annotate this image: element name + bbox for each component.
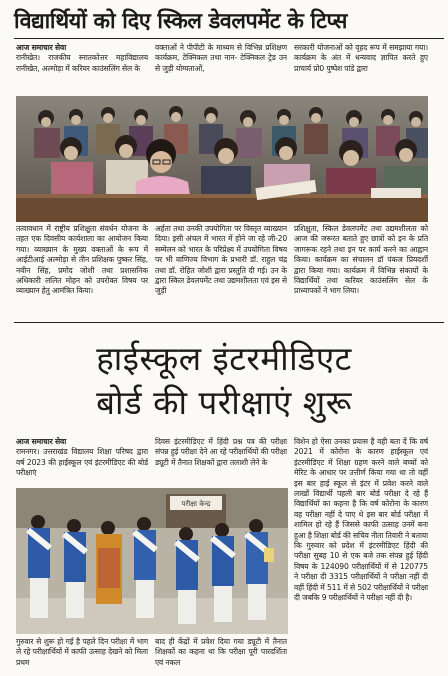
story1-bottom-col1-text: तत्वावधान में राष्ट्रीय प्रशिक्षुता संवर्धन योजना के तहत एक दिवसीय कार्यशाला का आयोजन किया गया। व्याख्यान के मुख्य वक्ताओं के रूप में आईटीआई अल्मोड़ा से तीन प्रशिक्षक पुष्कर सिंह, नवीन सिंह, प्रमोद जोशी तथा प्रशासनिक अधिकारी ललित मोहन को उपरोक्त विषय पर व्याख्यान हेतु आमंत्रित किया। [16, 224, 148, 296]
story1-top-col-2 [155, 43, 287, 95]
story2-col-2-bottom [155, 637, 287, 673]
story2-col2-top-text: दिवस इंटरमीडिएट में हिंदी प्रश्न पत्र की परीक्षा संपन्न हुई परीक्षा देने आ रहे परीक्षार्थियों की परीक्षा ड्यूटी में तैनात शिक्षकों द्वारा तलाशी लेने के [155, 437, 287, 467]
story2-col2-bottom-text: बाद ही केंद्रों में प्रवेश दिया गया ड्यूटी में तैनात शिक्षकों का कहना था कि परीक्षा पूरी पारदर्शिता एवं नकल [155, 637, 287, 667]
story1-top-col-1 [16, 43, 148, 95]
story1-bottom-col2-text: अर्हता तथा उनकी उपयोगिता पर विस्तृत व्याख्यान दिया। इसी अंचल में भारत में होने जा रहे जी-20 सम्मेलन को भारत के परिप्रेक्ष्य में उपयोगिता विषय पर भी वाणिज्य विभाग के प्रभारी डॉ. राहुल चंद्र तथा डॉ. रोहित जोशी द्वारा प्रस्तुति दी गई। उन के द्वारा स्किल डेवलपमेंट तथा उद्यमशीलता एवं इस से जुड़ी [155, 224, 287, 296]
left-gutter-strip-2 [0, 430, 12, 670]
story2-col1-bottom-text: गुरुवार से शुरू हो गई है पहले दिन परीक्षा में भाग ले रहे परीक्षार्थियों में काफी उत्साह देखने को मिला प्रथम [16, 637, 148, 667]
story2-headline-line2: बोर्ड की परीक्षाएं शुरू [96, 383, 352, 422]
left-gutter-strip [0, 44, 12, 294]
story1-top-col2-text: वक्ताओं ने पीपीटी के माध्यम से विभिन्न प्रशिक्षण कार्यक्रम, टेक्निकल तथा नान- टेक्निकल ट्रेड उन से जुड़ी योग्यताओं, [155, 43, 287, 73]
story2-col3-text: विशेन हो ऐसा उनका प्रयास है वही बता दें कि वर्ष 2021 में कोरोना के कारण हाईस्कूल एवं इंटरमीडिएट में शिक्षा ग्रहण करने वाले बच्चों को मेरिट के आधार पर उत्तीर्ण किया गया था तो वहीं इस बार हाई स्कूल से इंटर में प्रवेश करने वाले लाखों विद्यार्थी पहली बार बोर्ड परीक्षा दे रहे हैं विद्यार्थियों का कहना है कि वर्ष कोरोना के कारण वह परीक्षा नहीं दे पाए थे इस बार बोर्ड परीक्षा में शामिल हो रहे हैं जिससे काफी उत्साह उनमें बना हुआ है शिक्षा बोर्ड की सचिव नीता तिवारी ने बताया कि गुरुवार को प्रदेश में इंटरमीडिएट हिंदी की परीक्षा सुबह 10 से एक बजे तक संपन्न हुई हिंदी विषय के 124090 परीक्षार्थियों में से 120775 ने परीक्षा दी 3315 परीक्षार्थियों ने परीक्षा नहीं दी वहीं हिंदी में 511 में से 502 परीक्षार्थियों ने परीक्षा दी जबकि 9 परीक्षार्थियों ने परीक्षा नहीं दी है। [294, 437, 428, 603]
story1-byline: आज समाचार सेवा [16, 43, 67, 52]
story2-col-1-bottom [16, 637, 148, 673]
story2-byline: आज समाचार सेवा [16, 437, 67, 446]
story1-bottom-col-1 [16, 224, 148, 317]
story1-top-col-3 [294, 43, 428, 95]
story1-bottom-col-2 [155, 224, 287, 317]
story2-col1-top-text: रामनगर। उत्तराखंड विद्यालय शिक्षा परिषद द्वारा वर्ष 2023 की हाईस्कूल एवं इंटरमीडिएट की बोर्ड परीक्षाएं [16, 447, 148, 478]
exam-centre-sign: परीक्षा केन्द्र [181, 500, 211, 508]
story1-bottom-col-3 [294, 224, 428, 317]
classroom-photo [16, 96, 428, 222]
story1-bottom-col3-text: प्रशिक्षुता, स्किल डेवलपमेंट तथा उद्यमशीलता को आज की जरूरत बताते हुए छात्रों को इन के प्रति जागरूक रहने तथा इन पर कार्य करने का आह्वान किया। कार्यक्रम का संचालन डॉ पंकज प्रियदर्शी द्वारा किया गया। कार्यक्रम में विभिन्न संकायों के विद्यार्थियों तथा करियर काउंसलिंग सेल के प्राध्यापकों ने भाग लिया। [294, 224, 428, 296]
story1-top-col3-text: सरकारी योजनाओं को वृहद रूप में समझाया गया। कार्यक्रम के अंत में धन्यवाद ज्ञापित करते हुए प्राचार्य प्रो0 पुष्पेश पांडे द्वारा [294, 43, 428, 73]
story1-headline: विद्यार्थियों को दिए स्किल डेवलपमेंट के टिप्स [14, 9, 348, 34]
story2-col-2-top [155, 437, 287, 487]
headline-rule [14, 38, 444, 39]
exam-students-photo [16, 488, 288, 634]
story2-col-3 [294, 437, 428, 671]
story-divider [14, 322, 444, 323]
story2-headline-line1: हाईस्कूल इंटरमीडिएट [96, 339, 352, 378]
story1-top-col1-text: रानीखेत। राजकीय स्नातकोत्तर महाविद्यालय रानीखेत, अल्मोड़ा में करियर काउंसलिंग सेल के [16, 53, 148, 73]
story2-col-1-top [16, 437, 148, 487]
